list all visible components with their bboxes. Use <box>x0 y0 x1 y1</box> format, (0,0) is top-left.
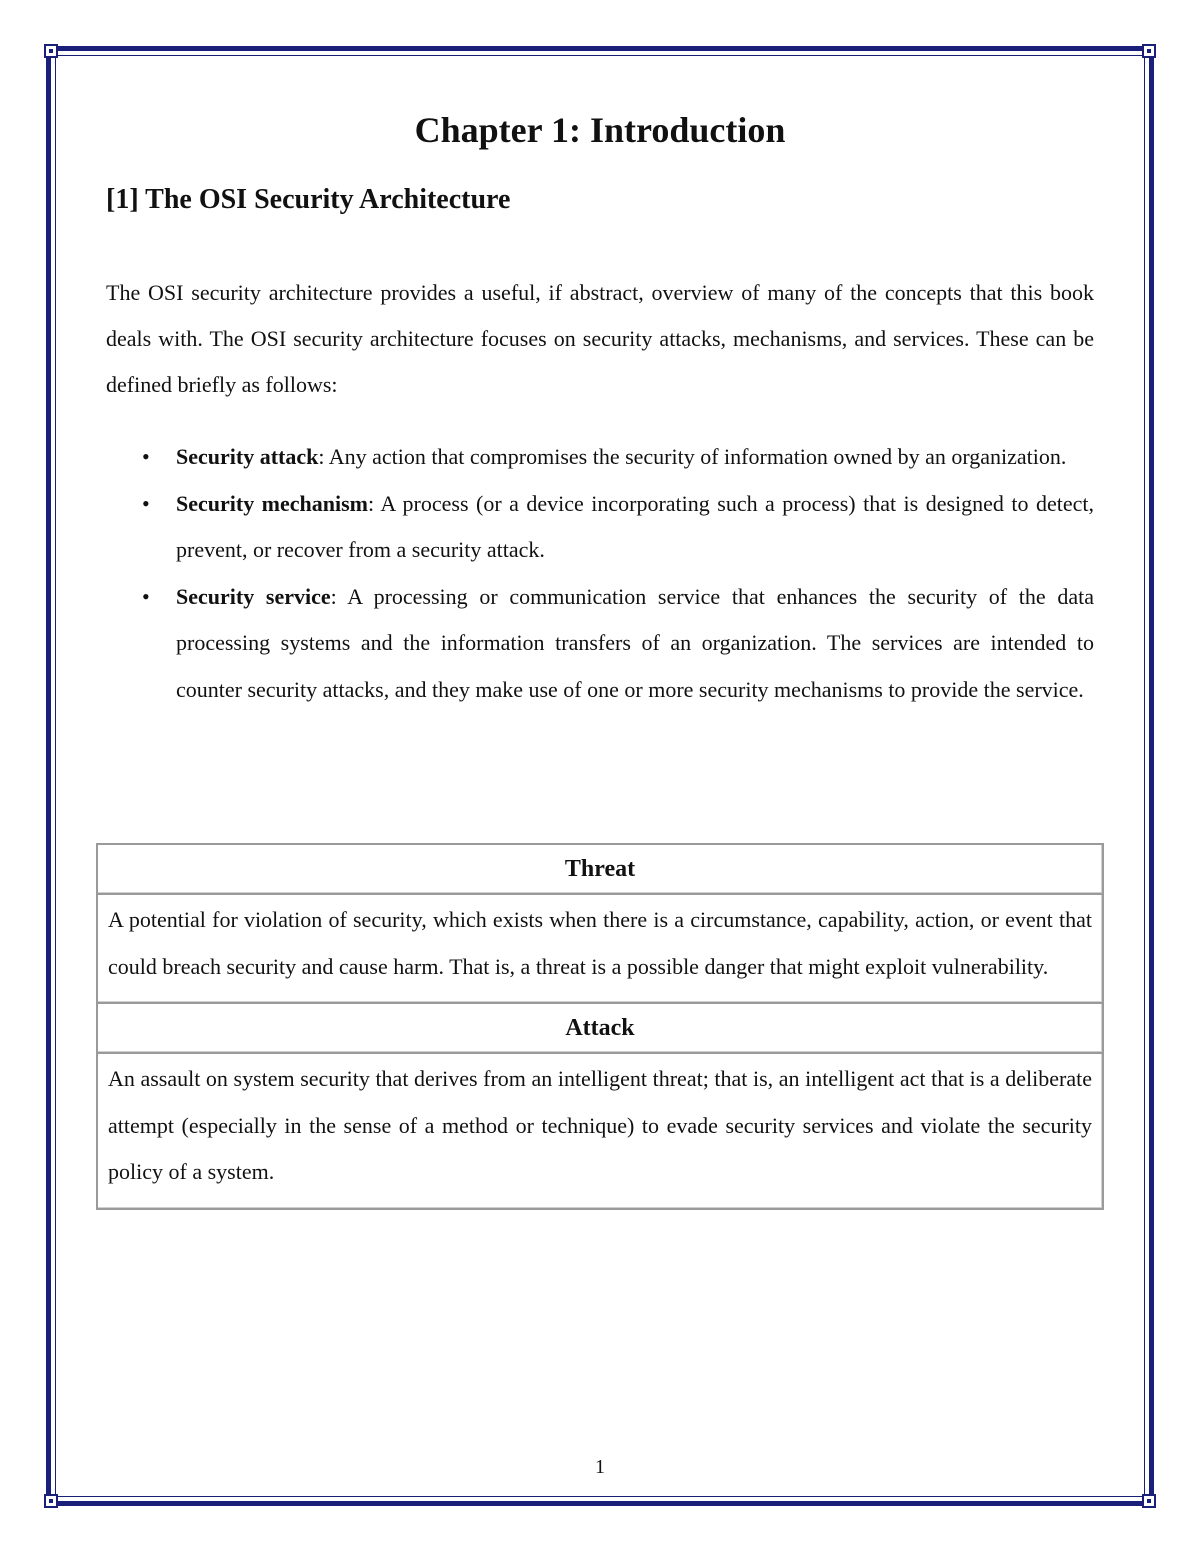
bullet-definition: : A processing or communication service that enhances the security of the data processing systems and the information transfers of an organization. The services are intended to counter security attacks, and they make use of one or more security mechanisms to provide the service. <box>176 583 1094 702</box>
table-heading-attack: Attack <box>97 1003 1103 1053</box>
table-cell-threat-definition: A potential for violation of security, which exists when there is a circumstance, capability, action, or event that could breach security and cause harm. That is, a threat is a possible danger that might exploit vulnerability. <box>97 894 1103 1003</box>
bullet-icon: • <box>142 583 150 609</box>
border-corner-ornament <box>1142 1494 1156 1508</box>
page-number: 1 <box>595 1456 605 1478</box>
list-item <box>106 574 1094 714</box>
definitions-table <box>96 843 1104 1210</box>
list-item <box>106 434 1094 481</box>
bullet-definition: : Any action that compromises the security of information owned by an organization. <box>318 444 1067 469</box>
border-corner-ornament <box>44 44 58 58</box>
intro-paragraph: The OSI security architecture provides a useful, if abstract, overview of many of the concepts that this book deals with. The OSI security architecture focuses on security attacks, mechanisms, and services. These can be defined briefly as follows: <box>106 280 1094 397</box>
table-row <box>97 1053 1103 1209</box>
list-item <box>106 481 1094 574</box>
bullet-term: Security service <box>176 583 331 609</box>
definition-bullet-list <box>106 434 1094 713</box>
table-heading-threat: Threat <box>97 844 1103 894</box>
bullet-icon: • <box>142 444 150 469</box>
bullet-icon: • <box>142 490 150 516</box>
bullet-term: Security attack <box>176 444 319 469</box>
table-cell-attack-definition: An assault on system security that derives from an intelligent threat; that is, an intelligent act that is a deliberate attempt (especially in the sense of a method or technique) to evade security services and violate the security policy of a system. <box>97 1053 1103 1209</box>
border-corner-ornament <box>44 1494 58 1508</box>
section-heading: [1] The OSI Security Architecture <box>106 184 511 215</box>
table-row <box>97 844 1103 894</box>
table-row <box>97 1003 1103 1053</box>
table-row <box>97 894 1103 1003</box>
border-corner-ornament <box>1142 44 1156 58</box>
chapter-title: Chapter 1: Introduction <box>414 110 786 150</box>
page-content <box>106 100 1094 713</box>
bullet-definition: : A process (or a device incorporating such a process) that is designed to detect, prevent, or recover from a security attack. <box>176 490 1094 562</box>
bullet-term: Security mechanism <box>176 490 369 516</box>
